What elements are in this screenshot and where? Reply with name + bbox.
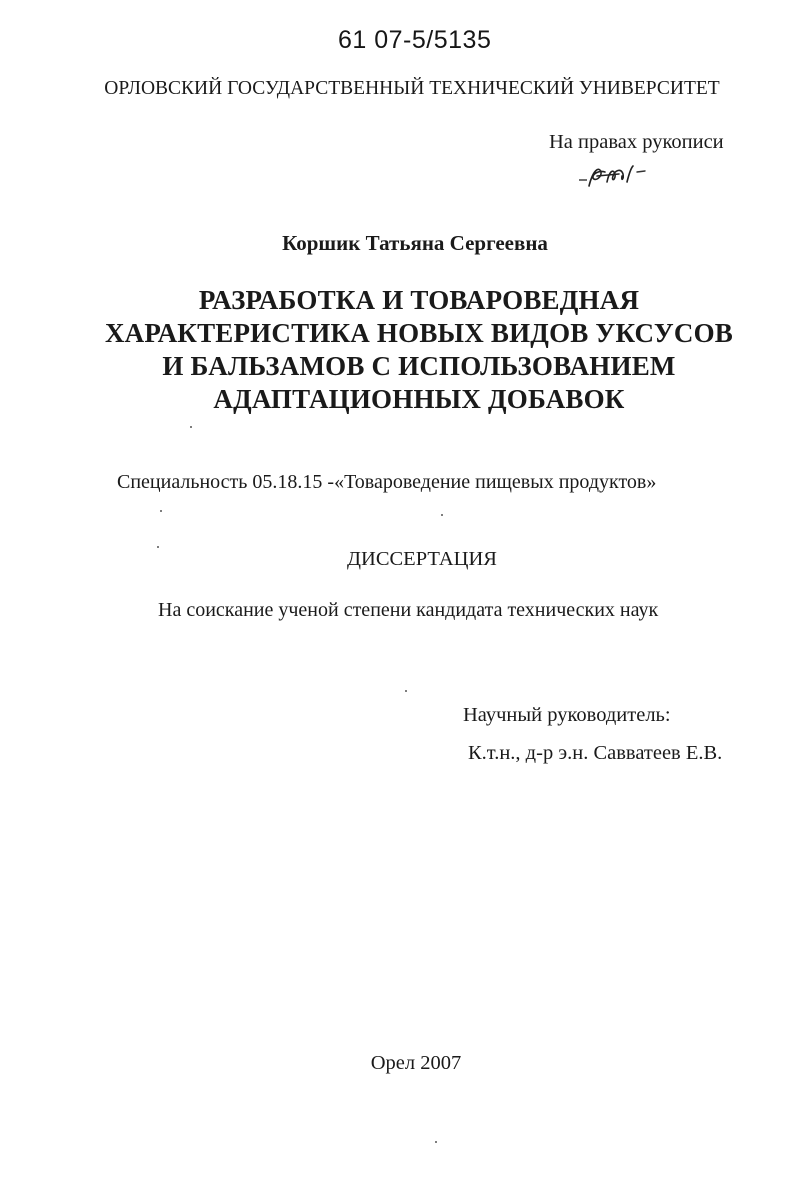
supervisor-label: Научный руководитель:: [463, 704, 671, 726]
scan-speck: [435, 1141, 437, 1143]
catalog-number: 61 07-5/5135: [338, 26, 492, 54]
title-line: АДАПТАЦИОННЫХ ДОБАВОК: [213, 384, 625, 414]
scan-speck: [190, 426, 192, 428]
scan-speck: [441, 514, 443, 516]
title-line: РАЗРАБОТКА И ТОВАРОВЕДНАЯ: [198, 285, 640, 315]
scan-speck: [160, 510, 162, 512]
university-name: ОРЛОВСКИЙ ГОСУДАРСТВЕННЫЙ ТЕХНИЧЕСКИЙ УНИВЕРСИТЕТ: [104, 78, 720, 99]
title-line: И БАЛЬЗАМОВ С ИСПОЛЬЗОВАНИЕМ: [162, 351, 676, 381]
document-type: ДИССЕРТАЦИЯ: [347, 548, 497, 570]
rights-note: На правах рукописи: [549, 131, 724, 153]
title-line: ХАРАКТЕРИСТИКА НОВЫХ ВИДОВ УКСУСОВ: [104, 318, 734, 348]
specialty-line: Специальность 05.18.15 -«Товароведение пищевых продуктов»: [117, 471, 657, 493]
supervisor-name: К.т.н., д-р э.н. Савватеев Е.В.: [468, 742, 723, 764]
scan-speck: [157, 546, 159, 548]
degree-line: На соискание ученой степени кандидата технических наук: [158, 599, 659, 621]
dissertation-title: [0, 284, 792, 416]
handwritten-signature: [575, 158, 675, 194]
city-year: Орел 2007: [370, 1052, 462, 1074]
scan-speck: [405, 690, 407, 692]
author-name: Коршик Татьяна Сергеевна: [282, 231, 548, 255]
